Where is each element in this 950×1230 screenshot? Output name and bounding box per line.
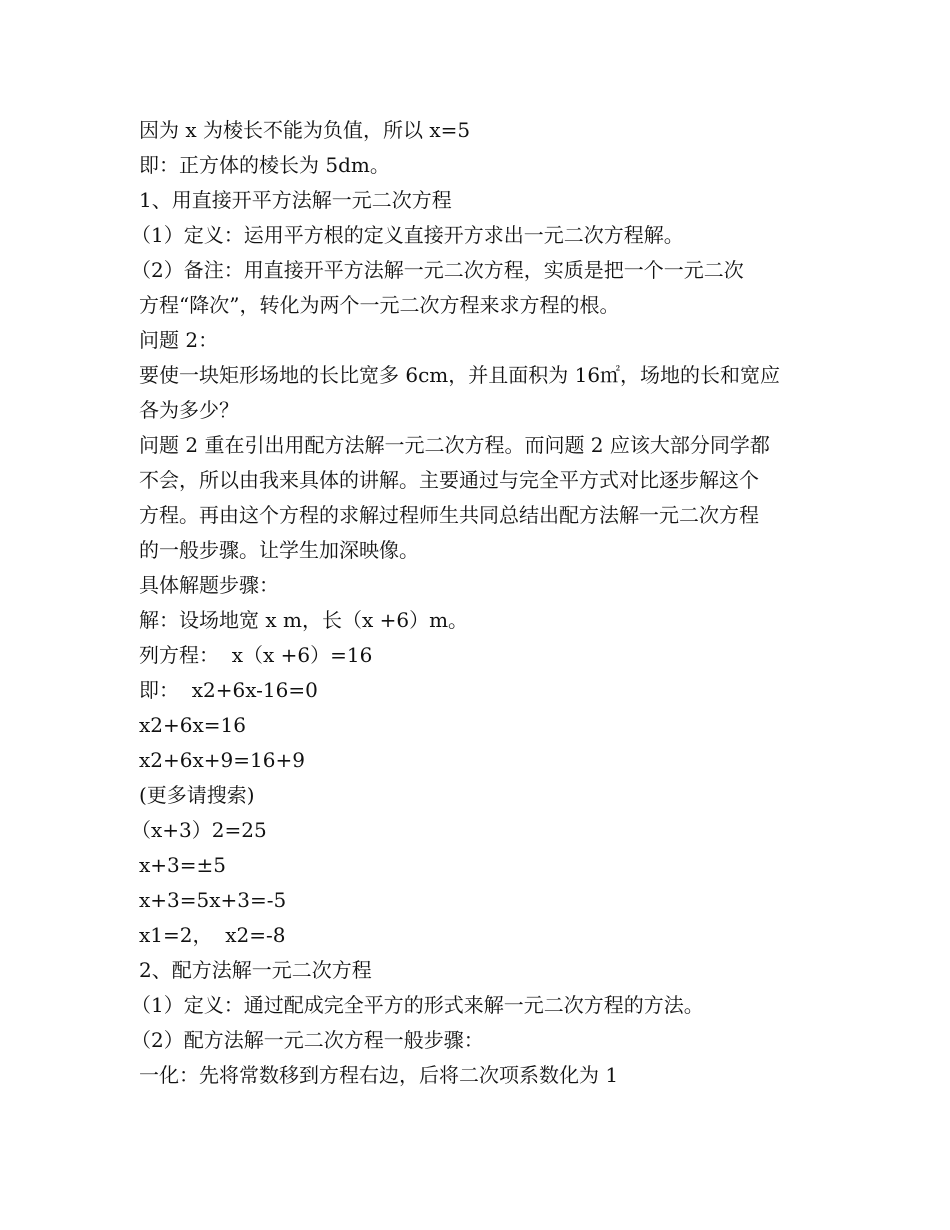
explanation-line-4: 的一般步骤。让学生加深映像。 (139, 538, 419, 562)
equation-line-4: x2+6x+9=16+9 (139, 748, 305, 772)
text-line-1: 因为 x 为棱长不能为负值，所以 x=5 (139, 118, 471, 142)
definition-line: （1）定义：运用平方根的定义直接开方求出一元二次方程解。 (131, 223, 684, 247)
problem-2-text-1: 要使一块矩形场地的长比宽多 6cm，并且面积为 16㎡，场地的长和宽应 (139, 363, 781, 387)
explanation-line-1: 问题 2 重在引出用配方法解一元二次方程。而问题 2 应该大部分同学都 (139, 433, 770, 457)
equation-line-2: 即： x2+6x-16=0 (139, 678, 318, 702)
problem-2-heading: 问题 2： (139, 328, 219, 352)
equation-line-1: 列方程： x（x +6）=16 (139, 643, 373, 667)
equation-line-6: x+3=±5 (139, 853, 227, 877)
solution-line-1: 解：设场地宽 x m，长（x +6）m。 (139, 608, 469, 632)
definition-line-2: （1）定义：通过配成完全平方的形式来解一元二次方程的方法。 (131, 993, 704, 1017)
equation-line-8: x1=2， x2=-8 (139, 923, 286, 947)
explanation-line-2: 不会，所以由我来具体的讲解。主要通过与完全平方式对比逐步解这个 (139, 468, 759, 492)
equation-line-7: x+3=5x+3=-5 (139, 888, 287, 912)
steps-heading: 具体解题步骤： (139, 573, 279, 597)
section-heading-completing-square: 2、配方法解一元二次方程 (139, 958, 372, 982)
section-heading-direct-root: 1、用直接开平方法解一元二次方程 (139, 188, 452, 212)
text-line-2: 即：正方体的棱长为 5dm。 (139, 153, 390, 177)
document-body (131, 113, 819, 1093)
equation-line-5: （x+3）2=25 (131, 818, 267, 842)
steps-line: （2）配方法解一元二次方程一般步骤： (131, 1028, 484, 1052)
equation-line-3: x2+6x=16 (139, 713, 246, 737)
note-line: （2）备注：用直接开平方法解一元二次方程，实质是把一个一元二次 (131, 258, 744, 282)
more-search-note: (更多请搜索) (139, 783, 255, 807)
step-one-line: 一化：先将常数移到方程右边，后将二次项系数化为 1 (139, 1063, 619, 1087)
explanation-line-3: 方程。再由这个方程的求解过程师生共同总结出配方法解一元二次方程 (139, 503, 759, 527)
text-line-6: 方程“降次”，转化为两个一元二次方程来求方程的根。 (139, 293, 620, 317)
problem-2-text-2: 各为多少？ (139, 398, 239, 422)
